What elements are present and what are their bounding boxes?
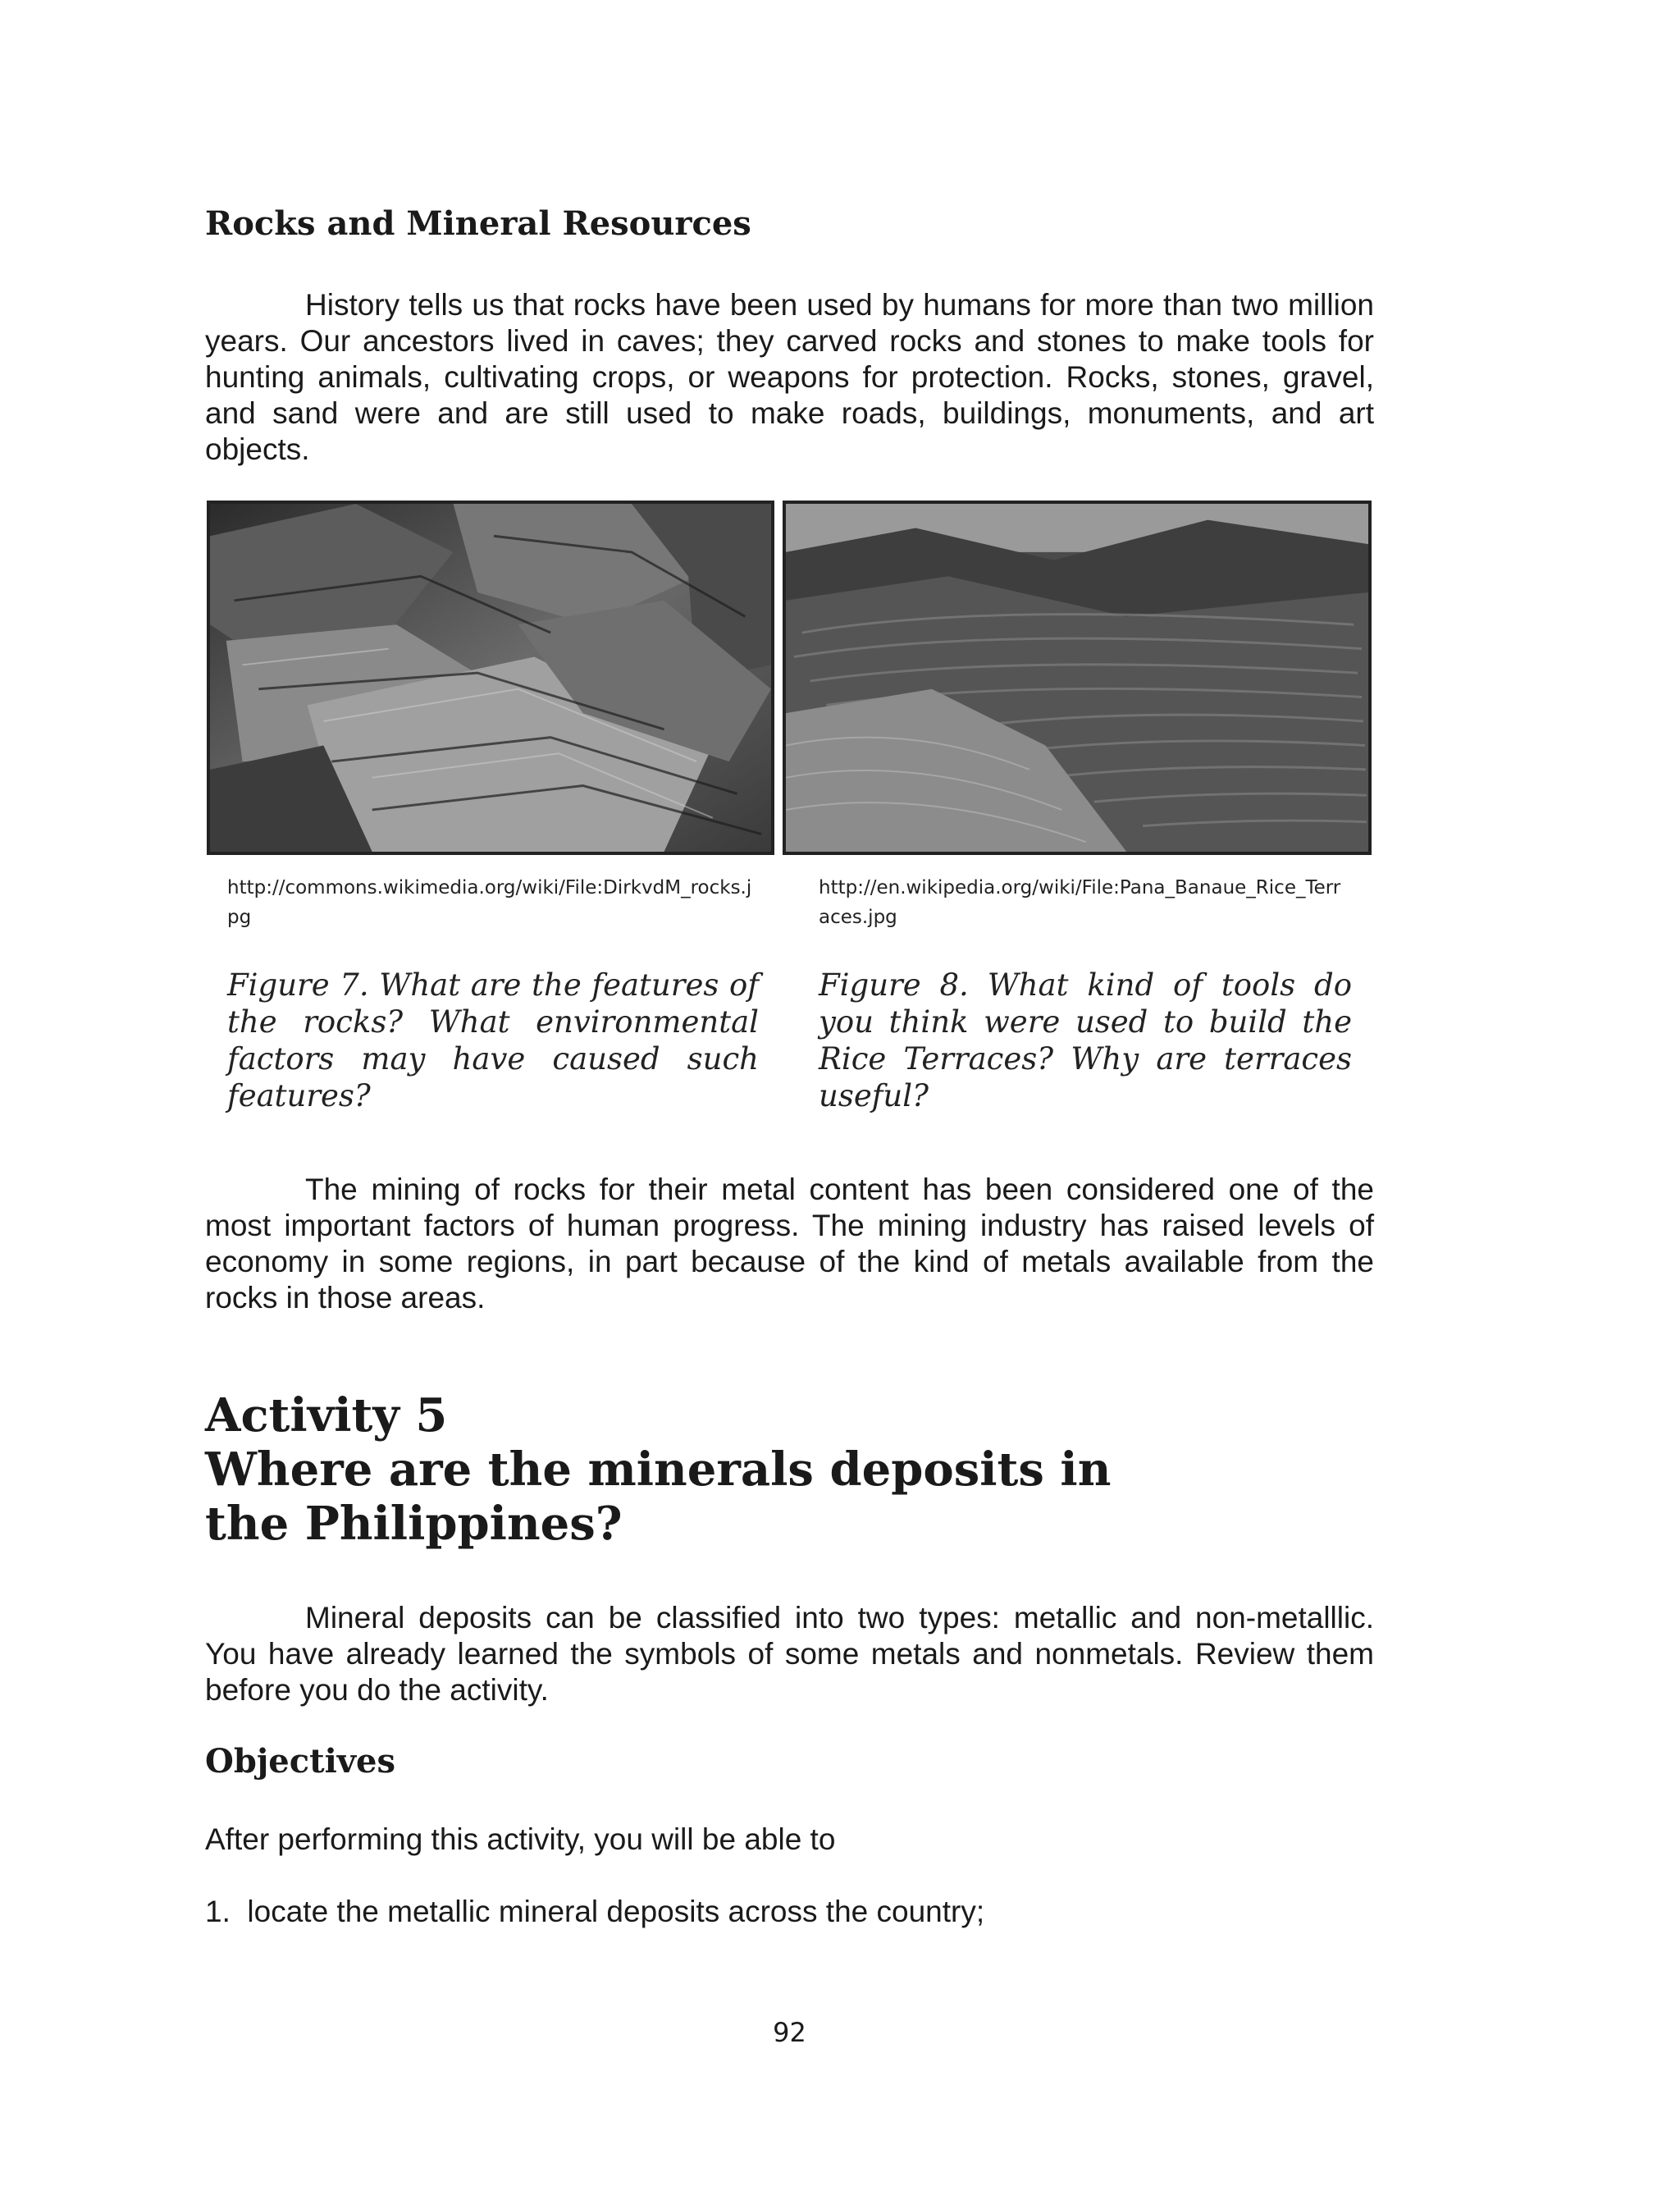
figure-7-rocks-image [207,501,774,855]
activity-number: Activity 5 [205,1388,448,1442]
figure-8-caption: Figure 8. What kind of tools do you think were used to build the Rice Terraces? Why are terraces useful? [819,967,1352,1113]
rocks-photo-icon [210,504,771,852]
rice-terraces-photo-icon [786,504,1368,852]
section-title: Rocks and Mineral Resources [205,204,751,243]
objectives-heading: Objectives [205,1742,395,1781]
figure-8-source-url: http://en.wikipedia.org/wiki/File:Pana_Banaue_Rice_Terraces.jpg [819,877,1341,928]
figure-7-source-url: http://commons.wikimedia.org/wiki/File:DirkvdM_rocks.jpg [227,877,752,928]
page-number: 92 [773,2017,806,2048]
objective-item: 1. locate the metallic mineral deposits across the country; [205,1895,985,1928]
activity-title: Where are the minerals deposits in the Philippines? [205,1442,1112,1551]
intro-paragraph: History tells us that rocks have been used by humans for more than two million years. Our ancestors lived in caves; they carved rocks and stones to make tools for hunting animals, cultivating crops, or weapons for protection. Rocks, stones, gravel, and sand were and are still used to make roads, buildings, monuments, and art objects. [205,288,1374,466]
objectives-lead: After performing this activity, you will be able to [205,1822,836,1856]
figure-7-caption: Figure 7. What are the features of the rocks? What environmental factors may have caused such features? [227,967,759,1113]
deposits-paragraph: Mineral deposits can be classified into two types: metallic and non-metalllic. You have already learned the symbols of some metals and nonmetals. Review them before you do the activity. [205,1601,1374,1707]
mining-paragraph: The mining of rocks for their metal content has been considered one of the most important factors of human progress. The mining industry has raised levels of economy in some regions, in part because of the kind of metals available from the rocks in those areas. [205,1173,1374,1314]
figure-8-rice-terraces-image [783,501,1372,855]
